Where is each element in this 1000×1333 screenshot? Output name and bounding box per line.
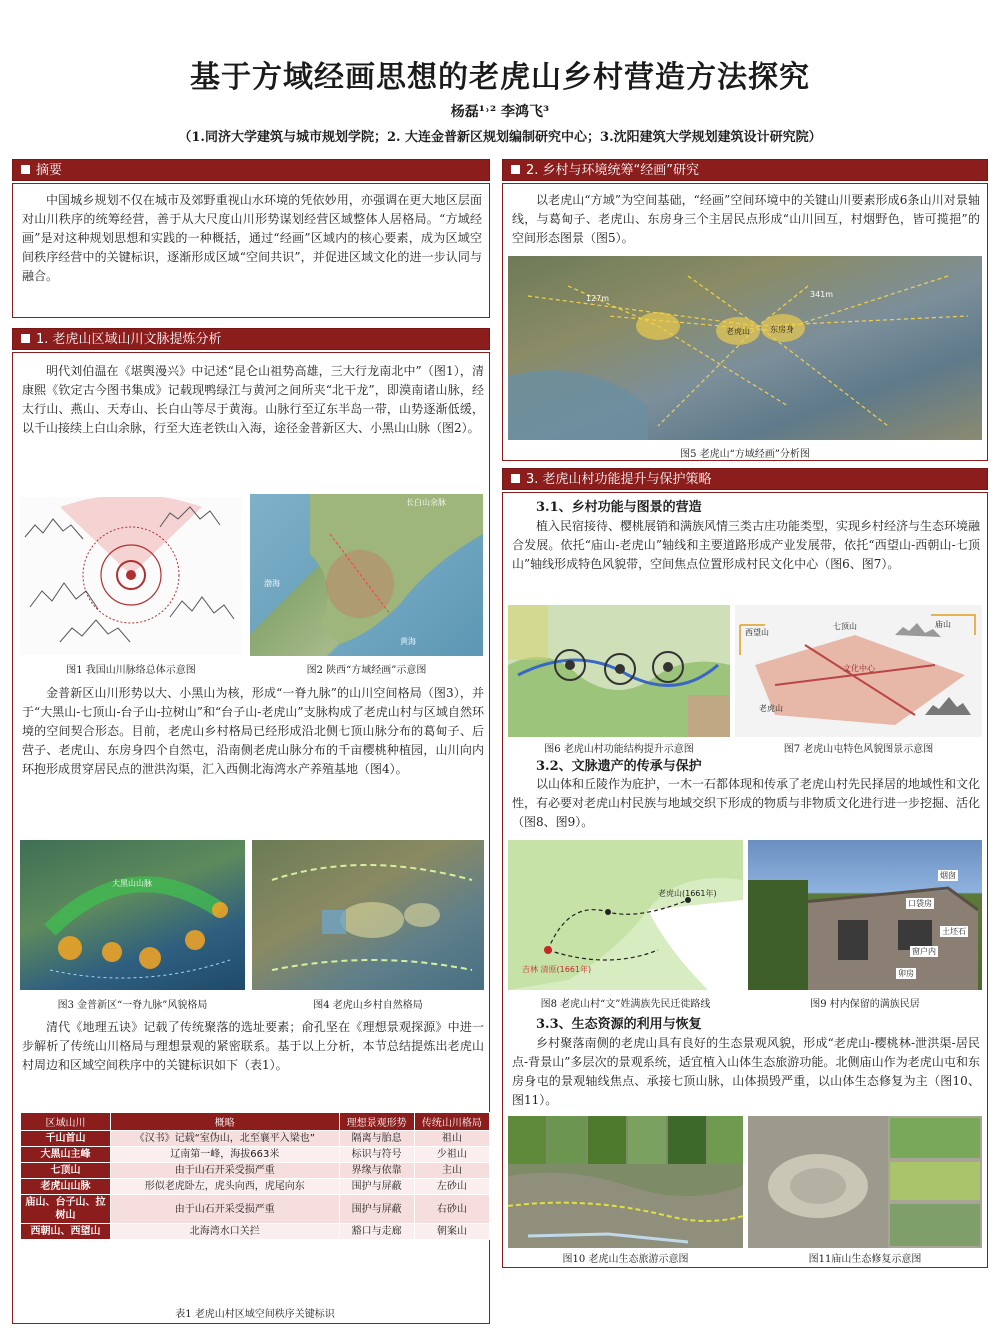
- sub1-title: 3.1、乡村功能与图景的营造: [536, 500, 702, 515]
- figure7-label-culture-center: 文化中心: [843, 664, 875, 673]
- sub2-para: 以山体和丘陵作为庇护，一木一石都体现和传承了老虎山村先民择居的地域性和文化性，有必要对老虎山村民族与地域交织下形成的物质与非物质文化进行进一步挖掘、活化（图8、图9）。: [512, 777, 981, 829]
- figure7-label-laohushan: 老虎山: [759, 704, 783, 713]
- figure1-mountain-sketch: [20, 497, 242, 655]
- section1-para1: 明代刘伯温在《堪舆漫兴》中记述“昆仑山祖势高雄，三大行龙南北中”（图1），清康熙《钦定古今图书集成》记载现鸭绿江与黄河之间所夹“北干龙”，即漠南诸山脉，经太行山、燕山、天寿山、长白山等尽于黄海。山脉行至辽东半岛一带，山势逐渐低缓，以千山接续上白山余脉，行至大连老铁山入海，途径金普新区大、小黑山山脉（图2）。: [22, 364, 484, 435]
- figure9-label-adobe: 土坯石: [942, 927, 966, 936]
- sub2-title: 3.2、文脉遗产的传承与保护: [536, 759, 702, 774]
- table-cell: 北海湾水口关拦: [111, 1224, 340, 1240]
- figure5-analysis-map: [508, 256, 982, 440]
- abstract-heading-text: 摘要: [36, 163, 63, 178]
- section-square-icon: [21, 334, 30, 343]
- figure3-label: 大黑山山脉: [112, 879, 152, 888]
- table1-header: 传统山川格局: [414, 1113, 489, 1131]
- sub1-para: 植入民宿接待、樱桃展销和满族风情三类古庄功能类型，实现乡村经济与生态环境融合发展。依托“庙山-老虎山”轴线和主要道路形成产业发展带，依托“西望山-西朝山-七顶山”轴线形成特色风貌带，空间焦点位置形成村民文化中心（图6、图7）。: [512, 519, 981, 571]
- figure10-caption: 图10 老虎山生态旅游示意图: [562, 1254, 689, 1265]
- figure5-caption: 图5 老虎山“方域经画”分析图: [680, 449, 810, 460]
- table-cell: 辽南第一峰，海拔663米: [111, 1147, 340, 1163]
- figure8-caption: 图8 老虎山村“文”姓满族先民迁徙路线: [540, 999, 711, 1010]
- table1-header: 区域山川: [21, 1113, 111, 1131]
- table-cell: 标识与符号: [339, 1147, 414, 1163]
- affiliations: （1.同济大学建筑与城市规划学院；2. 大连金普新区规划编制研究中心；3.沈阳建筑大学规划建筑设计研究院）: [178, 130, 822, 145]
- table-row: [21, 1147, 490, 1163]
- figure2-satellite-map: [250, 494, 483, 656]
- figure9-label-chimney: 烟囱: [940, 871, 956, 880]
- table-row: [21, 1224, 490, 1240]
- section-square-icon: [511, 165, 520, 174]
- table-cell: 右砂山: [414, 1195, 489, 1224]
- section1-heading: [12, 328, 490, 350]
- figure6-function-structure: [508, 605, 730, 737]
- table-cell: 主山: [414, 1163, 489, 1179]
- table-row: [21, 1195, 490, 1224]
- table-cell: 围护与屏蔽: [339, 1195, 414, 1224]
- section2-heading: [502, 159, 988, 181]
- table-cell: 《汉书》记载“室伪山，北至襄平入梁也”: [111, 1131, 340, 1147]
- figure2-label-bohai: 渤海: [264, 579, 280, 588]
- table-cell: 界缘与依靠: [339, 1163, 414, 1179]
- poster-title: 基于方域经画思想的老虎山乡村营造方法探究: [190, 60, 810, 95]
- table-cell: 形似老虎卧左，虎头向西，虎尾向东: [111, 1179, 340, 1195]
- figure2-label-huanghai: 黄海: [400, 637, 416, 646]
- figure8-label-qingyuan: 吉林 清原(1661年): [522, 965, 592, 974]
- table-row: [21, 1131, 490, 1147]
- abstract-heading: [12, 159, 490, 181]
- figure9-label-maofang: 卯房: [898, 969, 914, 978]
- section3-heading: [502, 468, 988, 490]
- figure9-caption: 图9 村内保留的满族民居: [810, 999, 920, 1010]
- figure7-label-miaoshan: 庙山: [935, 620, 951, 629]
- table-cell: 少祖山: [414, 1147, 489, 1163]
- figure5-label-341m: 341m: [810, 290, 834, 299]
- table1-caption: 表1 老虎山村区域空间秩序关键标识: [175, 1309, 335, 1320]
- figure3-mountain-pattern-map: [20, 840, 245, 990]
- table-cell: 老虎山山脉: [21, 1179, 111, 1195]
- figure5-label-dongfangshen: 东房身: [770, 325, 794, 334]
- section1-para2: 金普新区山川形势以大、小黑山为核，形成“一脊九脉”的山川空间格局（图3），并于“大黑山-七顶山-台子山-拉树山”和“台子山-老虎山”支脉构成了老虎山村与区域自然环境的空间契合形态。目前，老虎山乡村格局已经形成沿北侧七顶山脉分布的葛甸子、后营子、老虎山、东房身四个自然屯，沿南侧老虎山脉分布的千亩樱桃种植园，山川向内环抱形成贯穿居民点的泄洪沟渠，汇入西侧北海湾水产养殖基地（图4）。: [22, 686, 484, 776]
- table1-header: 理想景观形势: [339, 1113, 414, 1131]
- section-square-icon: [511, 474, 520, 483]
- table-cell: 祖山: [414, 1131, 489, 1147]
- table-cell: 庙山、台子山、拉树山: [21, 1195, 111, 1224]
- figure11-eco-restoration: [748, 1116, 982, 1248]
- figure3-caption: 图3 金普新区“一脊九脉”风貌格局: [57, 1000, 208, 1011]
- table-cell: 朝案山: [414, 1224, 489, 1240]
- figure5-label-laohushan: 老虎山: [726, 327, 750, 336]
- sub3-para: 乡村聚落南侧的老虎山具有良好的生态景观风貌，形成“老虎山-樱桃林-泄洪渠-居民点-背景山”多层次的景观系统，适宜植入山体生态旅游功能。北侧庙山作为老虎山屯和东房身屯的景观轴线焦点、承接七顶山脉，山体损毁严重，以山体生态修复为主（图10、图11）。: [512, 1036, 980, 1107]
- abstract-text: 中国城乡规划不仅在城市及郊野重视山水环境的凭依妙用，亦强调在更大地区层面对山川秩序的统筹经营，善于从大尺度山川形势谋划经营区域整体人居格局。“方域经画”是对这种规划思想和实践的一种概括，通过“经画”区域内的核心要素，成为区域空间秩序经营中的关键标识，逐渐形成区域“空间共识”，并促进区域文化的进一步认同与融合。: [22, 193, 482, 283]
- figure9-label-pocket-room: 口袋房: [908, 899, 932, 908]
- figure7-landscape-view: [735, 605, 982, 737]
- figure4-caption: 图4 老虎山乡村自然格局: [313, 1000, 423, 1011]
- figure7-caption: 图7 老虎山屯特色风貌图景示意图: [783, 744, 934, 755]
- figure6-caption: 图6 老虎山村功能结构提升示意图: [544, 744, 694, 755]
- table-cell: 西朝山、西望山: [21, 1224, 111, 1240]
- figure8-migration-map: [508, 840, 743, 990]
- section2-para: 以老虎山“方域”为空间基础，“经画”空间环境中的关键山川要素形成6条山川对景轴线，与葛甸子、老虎山、东房身三个主居民点形成“山川回互，村烟野色，皆可揽挹”的空间形态图景（图5）。: [512, 193, 980, 245]
- sub3-title: 3.3、生态资源的利用与恢复: [536, 1017, 702, 1032]
- section1-para3: 清代《地理五诀》记载了传统聚落的选址要素；俞孔坚在《理想景观探源》中进一步解析了传统山川格局与理想景观的紧密联系。基于以上分析，本节总结提炼出老虎山村周边和区域空间秩序中的关键标识如下（表1）。: [22, 1020, 484, 1072]
- section1-heading-text: 1. 老虎山区域山川文脉提炼分析: [36, 332, 222, 347]
- table-cell: 豁口与走廊: [339, 1224, 414, 1240]
- section3-heading-text: 3. 老虎山村功能提升与保护策略: [526, 472, 712, 487]
- figure8-label-laohushan: 老虎山(1661年): [658, 889, 717, 898]
- table-cell: 围护与屏蔽: [339, 1179, 414, 1195]
- authors: 杨磊¹˒² 李鸿飞³: [450, 104, 550, 120]
- figure7-label-qidingshan: 七顶山: [833, 622, 857, 631]
- figure7-label-xiwangshan: 西望山: [745, 628, 769, 637]
- figure5-label-127m: 127m: [586, 294, 610, 303]
- table1-header: 概略: [111, 1113, 340, 1131]
- table-cell: 隔离与胎息: [339, 1131, 414, 1147]
- figure1-caption: 图1 我国山川脉络总体示意图: [66, 665, 196, 676]
- figure2-label-changbai: 长白山余脉: [406, 498, 446, 507]
- figure11-caption: 图11庙山生态修复示意图: [808, 1254, 922, 1265]
- table-cell: 大黑山主峰: [21, 1147, 111, 1163]
- section2-heading-text: 2. 乡村与环境统筹“经画”研究: [526, 163, 700, 178]
- figure9-label-window: 窗户内: [912, 947, 936, 956]
- table-row: [21, 1163, 490, 1179]
- table-cell: 由于山石开采受损严重: [111, 1195, 340, 1224]
- table1: [20, 1112, 490, 1240]
- table-row: [21, 1179, 490, 1195]
- table-cell: 千山首山: [21, 1131, 111, 1147]
- table-cell: 左砂山: [414, 1179, 489, 1195]
- figure10-eco-tourism: [508, 1116, 743, 1248]
- table-cell: 由于山石开采受损严重: [111, 1163, 340, 1179]
- figure9-manchu-house-photo: [748, 840, 982, 990]
- figure2-caption: 图2 陕西“方域经画”示意图: [306, 665, 427, 676]
- table-cell: 七顶山: [21, 1163, 111, 1179]
- section-square-icon: [21, 165, 30, 174]
- figure4-natural-pattern-map: [252, 840, 484, 990]
